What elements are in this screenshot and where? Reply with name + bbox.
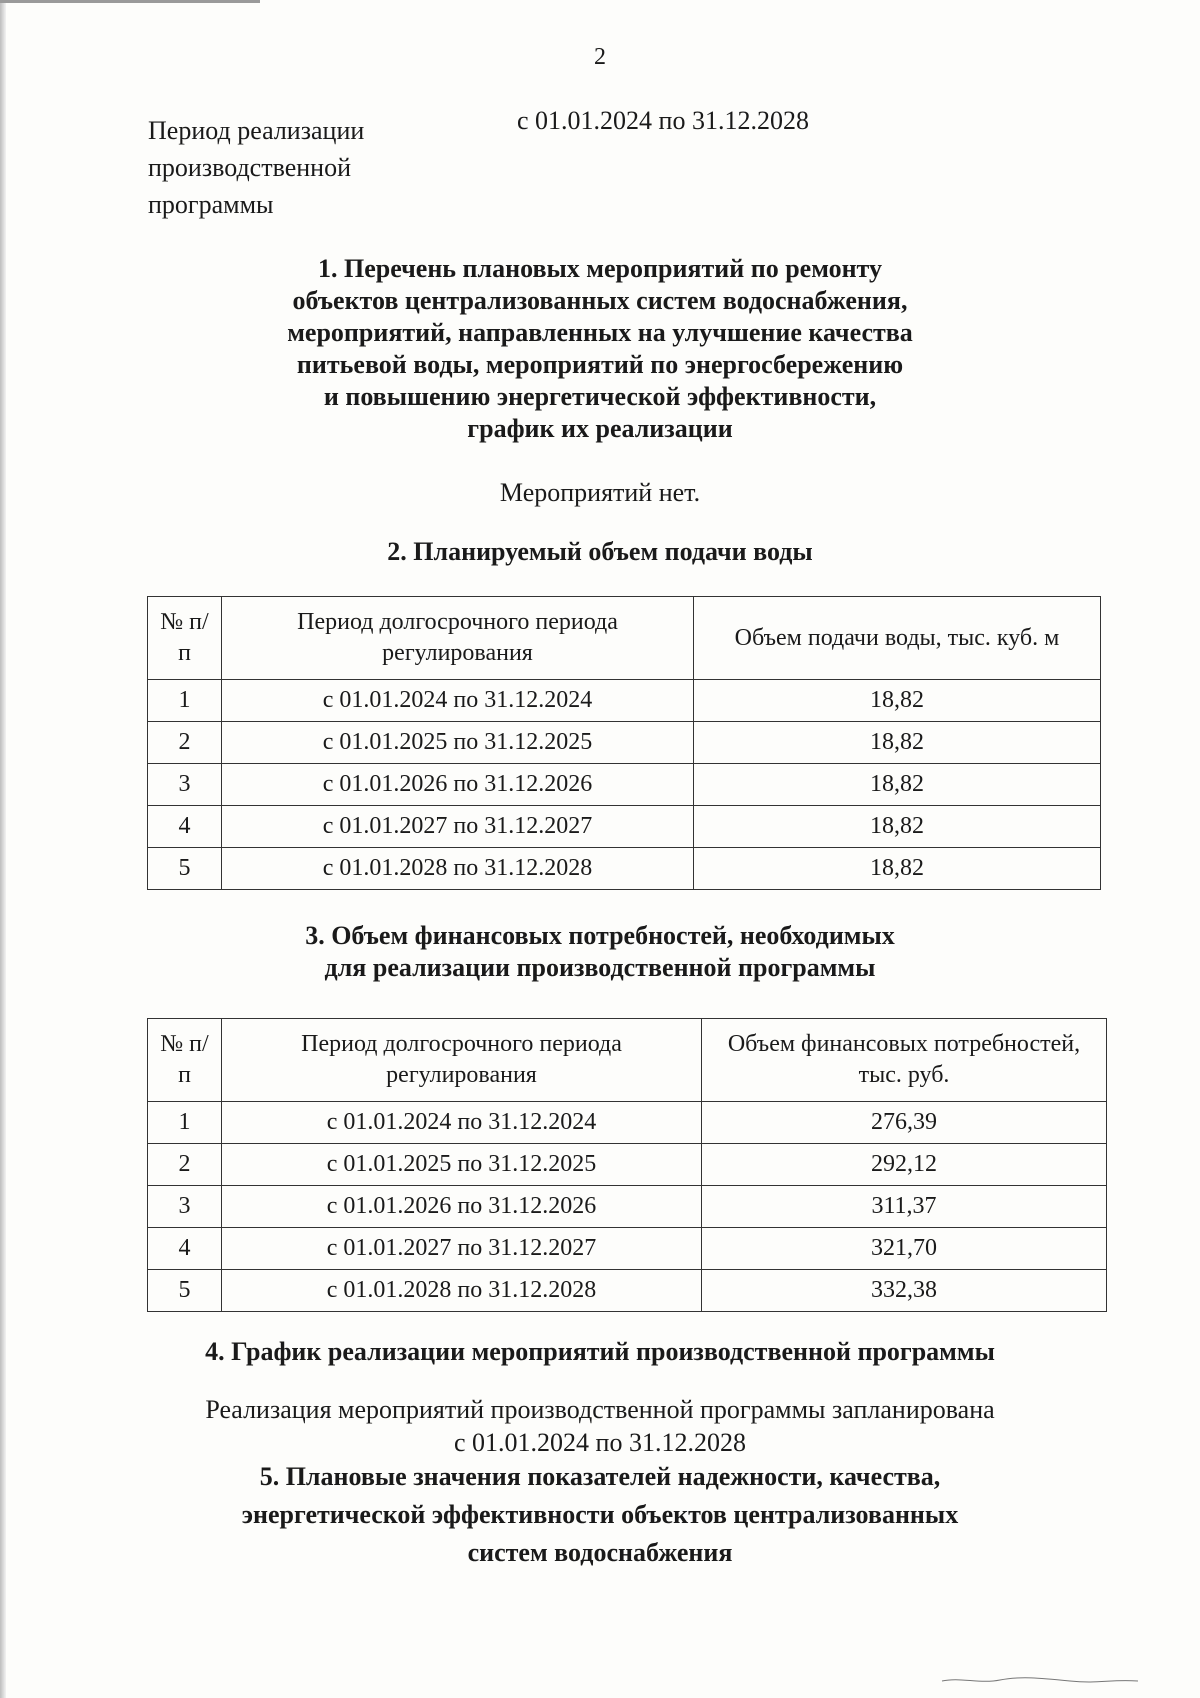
row-period: с 01.01.2024 по 31.12.2024	[222, 1102, 702, 1144]
section5-title-line: систем водоснабжения	[467, 1538, 733, 1567]
program-period-label-line: Период реализации	[148, 116, 365, 145]
section4-text	[0, 1393, 1200, 1459]
program-period-value: с 01.01.2024 по 31.12.2028	[517, 106, 809, 135]
row-number: 2	[148, 722, 222, 764]
row-value: 18,82	[694, 848, 1101, 890]
section1-title-line: график их реализации	[467, 414, 733, 443]
section1-title-line: и повышению энергетической эффективности,	[323, 382, 877, 411]
section1-title-line: мероприятий, направленных на улучшение качества	[287, 318, 913, 347]
row-number: 1	[148, 1102, 222, 1144]
row-period: с 01.01.2027 по 31.12.2027	[222, 1228, 702, 1270]
row-number: 4	[148, 806, 222, 848]
section4-text-line: Реализация мероприятий производственной программы запланирована	[205, 1395, 995, 1424]
section1-text: Мероприятий нет.	[499, 478, 701, 507]
row-period: с 01.01.2026 по 31.12.2026	[222, 764, 694, 806]
row-value: 292,12	[702, 1144, 1107, 1186]
header-cell-period: Период долгосрочного периода регулирования	[222, 1019, 702, 1102]
table-row	[148, 1144, 1107, 1186]
section4-text-line: с 01.01.2024 по 31.12.2028	[454, 1428, 746, 1457]
row-number: 5	[148, 848, 222, 890]
program-period-label-line: производственной	[148, 153, 351, 182]
row-value: 18,82	[694, 722, 1101, 764]
section1-title-line: объектов централизованных систем водоснабжения,	[292, 286, 908, 315]
row-value: 332,38	[702, 1270, 1107, 1312]
section2-title: 2. Планируемый объем подачи воды	[387, 537, 813, 566]
row-value: 18,82	[694, 806, 1101, 848]
row-period: с 01.01.2025 по 31.12.2025	[222, 1144, 702, 1186]
row-value: 311,37	[702, 1186, 1107, 1228]
row-value: 276,39	[702, 1102, 1107, 1144]
row-period: с 01.01.2027 по 31.12.2027	[222, 806, 694, 848]
section1-title-line: 1. Перечень плановых мероприятий по ремонту	[318, 254, 882, 283]
table-row	[148, 764, 1101, 806]
table-row	[148, 806, 1101, 848]
row-period: с 01.01.2024 по 31.12.2024	[222, 680, 694, 722]
header-cell-number: № п/п	[148, 597, 222, 680]
row-number: 2	[148, 1144, 222, 1186]
table-row	[148, 1228, 1107, 1270]
row-period: с 01.01.2028 по 31.12.2028	[222, 848, 694, 890]
table-row	[148, 1102, 1107, 1144]
water-volume-table	[147, 596, 1101, 890]
row-value: 321,70	[702, 1228, 1107, 1270]
section3-title-line: для реализации производственной программы	[324, 953, 876, 982]
row-period: с 01.01.2028 по 31.12.2028	[222, 1270, 702, 1312]
table-row	[148, 848, 1101, 890]
section4-title: 4. График реализации мероприятий производственной программы	[205, 1337, 995, 1366]
row-value: 18,82	[694, 680, 1101, 722]
row-period: с 01.01.2025 по 31.12.2025	[222, 722, 694, 764]
row-number: 3	[148, 764, 222, 806]
table-row	[148, 1270, 1107, 1312]
table-row	[148, 722, 1101, 764]
header-cell-period: Период долгосрочного периода регулирования	[222, 597, 694, 680]
header-cell-volume: Объем подачи воды, тыс. куб. м	[694, 597, 1101, 680]
section5-title-line: энергетической эффективности объектов централизованных	[241, 1500, 959, 1529]
program-period-label-line: программы	[148, 190, 274, 219]
table-header-row	[148, 597, 1101, 680]
header-cell-number: № п/п	[148, 1019, 222, 1102]
row-value: 18,82	[694, 764, 1101, 806]
section1-title-line: питьевой воды, мероприятий по энергосбережению	[296, 350, 904, 379]
program-period-label	[148, 112, 448, 223]
row-number: 3	[148, 1186, 222, 1228]
section1-title	[0, 253, 1200, 445]
section5-title	[0, 1458, 1200, 1572]
section3-title-line: 3. Объем финансовых потребностей, необходимых	[305, 921, 895, 950]
section5-title-line: 5. Плановые значения показателей надежности, качества,	[259, 1462, 941, 1491]
scan-mark	[940, 1675, 1140, 1685]
table-row	[148, 680, 1101, 722]
row-number: 5	[148, 1270, 222, 1312]
row-period: с 01.01.2026 по 31.12.2026	[222, 1186, 702, 1228]
financial-needs-table	[147, 1018, 1107, 1312]
header-cell-finance: Объем финансовых потребностей, тыс. руб.	[702, 1019, 1107, 1102]
row-number: 4	[148, 1228, 222, 1270]
scan-top-edge	[0, 0, 260, 3]
table-header-row	[148, 1019, 1107, 1102]
table-row	[148, 1186, 1107, 1228]
page-number: 2	[594, 44, 606, 70]
row-number: 1	[148, 680, 222, 722]
section3-title	[0, 920, 1200, 984]
